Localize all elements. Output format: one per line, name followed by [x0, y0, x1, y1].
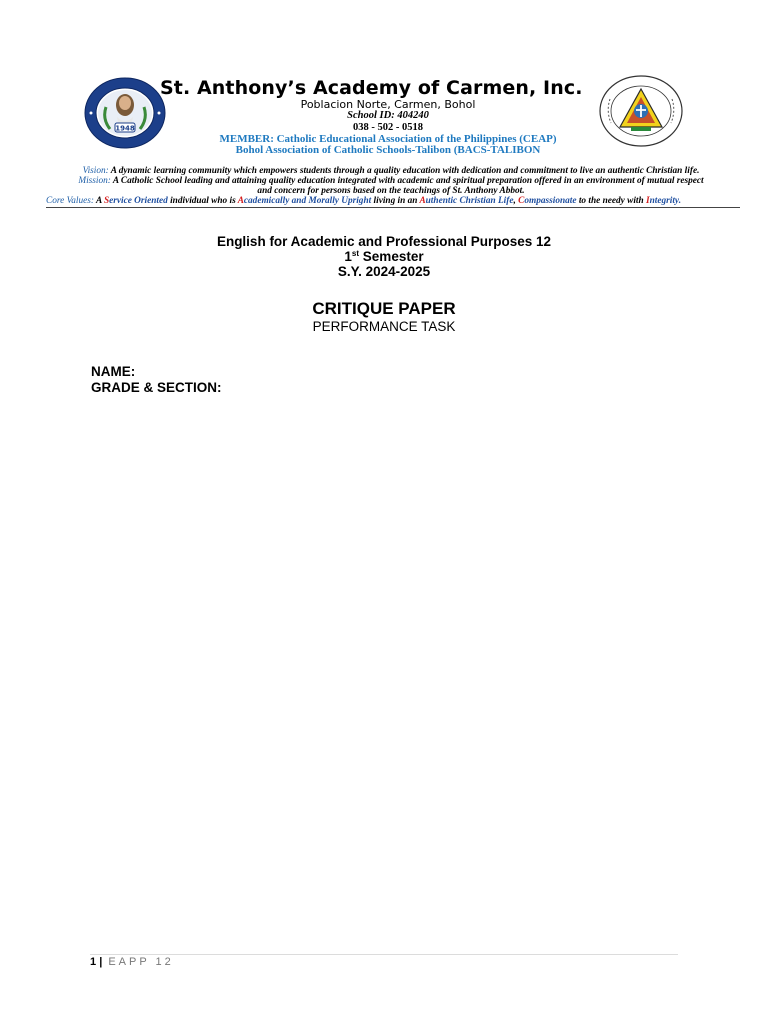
semester-word: Semester [362, 249, 424, 264]
core-academically: cademically and Morally Upright [243, 196, 372, 206]
core-a2-letter: A [419, 196, 426, 206]
page-number: 1 [90, 956, 97, 968]
core-integrity: ntegrity. [649, 196, 682, 206]
vision-label: Vision: [82, 166, 109, 176]
grade-section-label: GRADE & SECTION: [91, 380, 222, 395]
seal-year-text: 1948 [115, 124, 135, 133]
footer-label: EAPP 12 [108, 956, 174, 968]
school-phone: 038 - 502 - 0518 [353, 122, 423, 133]
core-s-letter: S [103, 196, 110, 206]
mission-label: Mission: [78, 176, 111, 186]
core-compassionate: ompassionate [524, 196, 577, 206]
core-c-letter: C [518, 196, 525, 206]
header-divider [46, 207, 740, 208]
vision-text: A dynamic learning community which empowers students through a quality education with dedication and commitment to live an authentic Christian life. [110, 166, 700, 176]
core-i-letter: I [646, 196, 650, 206]
core-service: ervice Oriented [109, 196, 168, 206]
core-connector-1: individual who is [170, 196, 236, 206]
mission-statement [46, 176, 736, 186]
document-subtitle: PERFORMANCE TASK [312, 319, 456, 334]
core-a: A [95, 196, 102, 206]
footer-divider [90, 954, 678, 955]
core-values-label: Core Values: [46, 196, 94, 206]
footer-separator: | [99, 956, 103, 968]
mission-statement-continued: and concern for persons based on the teachings of St. Anthony Abbot. [257, 186, 525, 196]
core-connector-3: to the needy with [578, 196, 644, 206]
name-label: NAME: [91, 364, 136, 379]
semester-ordinal: st [351, 249, 360, 258]
mission-text: A Catholic School leading and attaining quality education integrated with academic and spiritual preparation offered in an environment of mutual respect [112, 176, 704, 186]
page-footer [90, 956, 174, 968]
core-authentic: uthentic Christian Life [425, 196, 514, 206]
core-values: Core Values: A Service Oriented individual who is Academically and Morally Upright living in an Authentic Christian Life, Compassionate to the needy with Integrity. [46, 196, 682, 206]
core-a-letter: A [237, 196, 244, 206]
school-seal-logo [84, 77, 166, 149]
school-name: St. Anthony’s Academy of Carmen, Inc. [160, 77, 583, 99]
semester-number: 1 [344, 249, 352, 264]
school-address: Poblacion Norte, Carmen, Bohol [300, 98, 476, 111]
school-year: S.Y. 2024-2025 [337, 264, 431, 279]
school-id: School ID: 404240 [347, 110, 429, 121]
semester [0, 249, 768, 264]
membership-bacs: Bohol Association of Catholic Schools-Talibon (BACS-TALIBON [235, 144, 541, 156]
document-title: CRITIQUE PAPER [312, 299, 456, 318]
membership-ceap: MEMBER: Catholic Educational Association of the Philippines (CEAP) [219, 133, 557, 145]
core-connector-2: living in an [373, 196, 418, 206]
vision-statement [46, 166, 736, 176]
subject-title: English for Academic and Professional Purposes 12 [216, 234, 552, 249]
